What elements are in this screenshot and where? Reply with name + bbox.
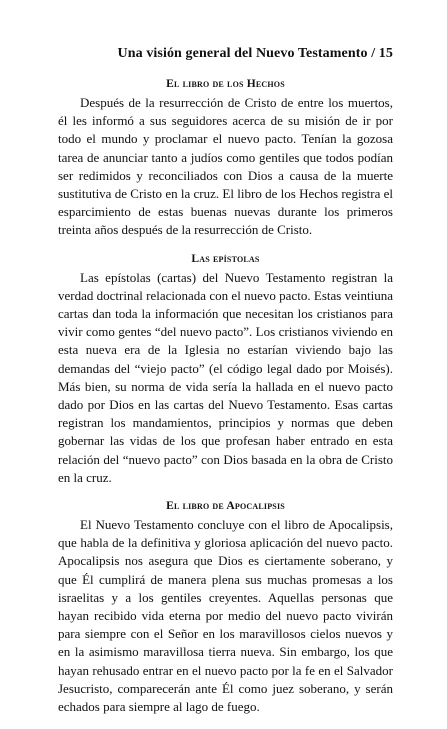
book-page [58,46,393,729]
section-title: El libro de Apocalipsis [166,500,285,513]
section-paragraph: El Nuevo Testamento concluye con el libro de Apocalipsis, que habla de la definitiva y gloriosa aplicación del nuevo pacto. Apocalipsis nos asegura que Dios es ciertamente soberano, y que Él cumplirá de manera plena sus muchas promesas a los israelitas y a los gentiles creyentes. Aquellas personas que hayan recibido vida eterna por medio del nuevo pacto vivirán para siempre con el Señor en los maravillosos cielos nuevos y en la asimismo maravillosa tierra nueva. Sin embargo, los que hayan rehusado entrar en el nuevo pacto por la fe en el Salvador Jesucristo, comparecerán ante Él como juez soberano, y serán echados para siempre al lago de fuego. [58,517,393,715]
section-title: El libro de los Hechos [166,78,285,90]
section-paragraph: Las epístolas (cartas) del Nuevo Testamento registran la verdad doctrinal relacionada con el nuevo pacto. Estas veintiuna cartas dan toda la información que necesitan los cristianos para vivir como gentes “del nuevo pacto”. Los cristianos viviendo en esta nueva era de la Iglesia no estarían viviendo bajo las demandas del “viejo pacto” (el código legal dado por Moisés). Más bien, su norma de vida sería la hallada en el nuevo pacto dado por Dios en las cartas del Nuevo Testamento. Esas cartas registran los mandamientos, principios y normas que deben gobernar las vidas de los que profesan haber entrado en esta relación del “nuevo pacto” con Dios basada en la obra de Cristo en la cruz. [58,269,393,485]
running-header: Una visión general del Nuevo Testamento / 15 [117,46,393,61]
section-paragraph: Después de la resurrección de Cristo de entre los muertos, él les informó a sus seguidores acerca de su misión de ir por todo el mundo y proclamar el nuevo pacto. Tenían la gozosa tarea de anunciar tanto a judíos como gentiles que todos podían ser redimidos y reconciliados con Dios a causa de la muerte sustitutiva de Cristo en la cruz. El libro de los Hechos registra el esparcimiento de estas buenas nuevas durante los primeros treinta años después de la resurrección de Cristo. [58,95,393,238]
section-apocalipsis [58,500,393,716]
section-epistolas [58,253,393,487]
section-title: Las epístolas [191,252,260,265]
section-hechos [58,78,393,240]
